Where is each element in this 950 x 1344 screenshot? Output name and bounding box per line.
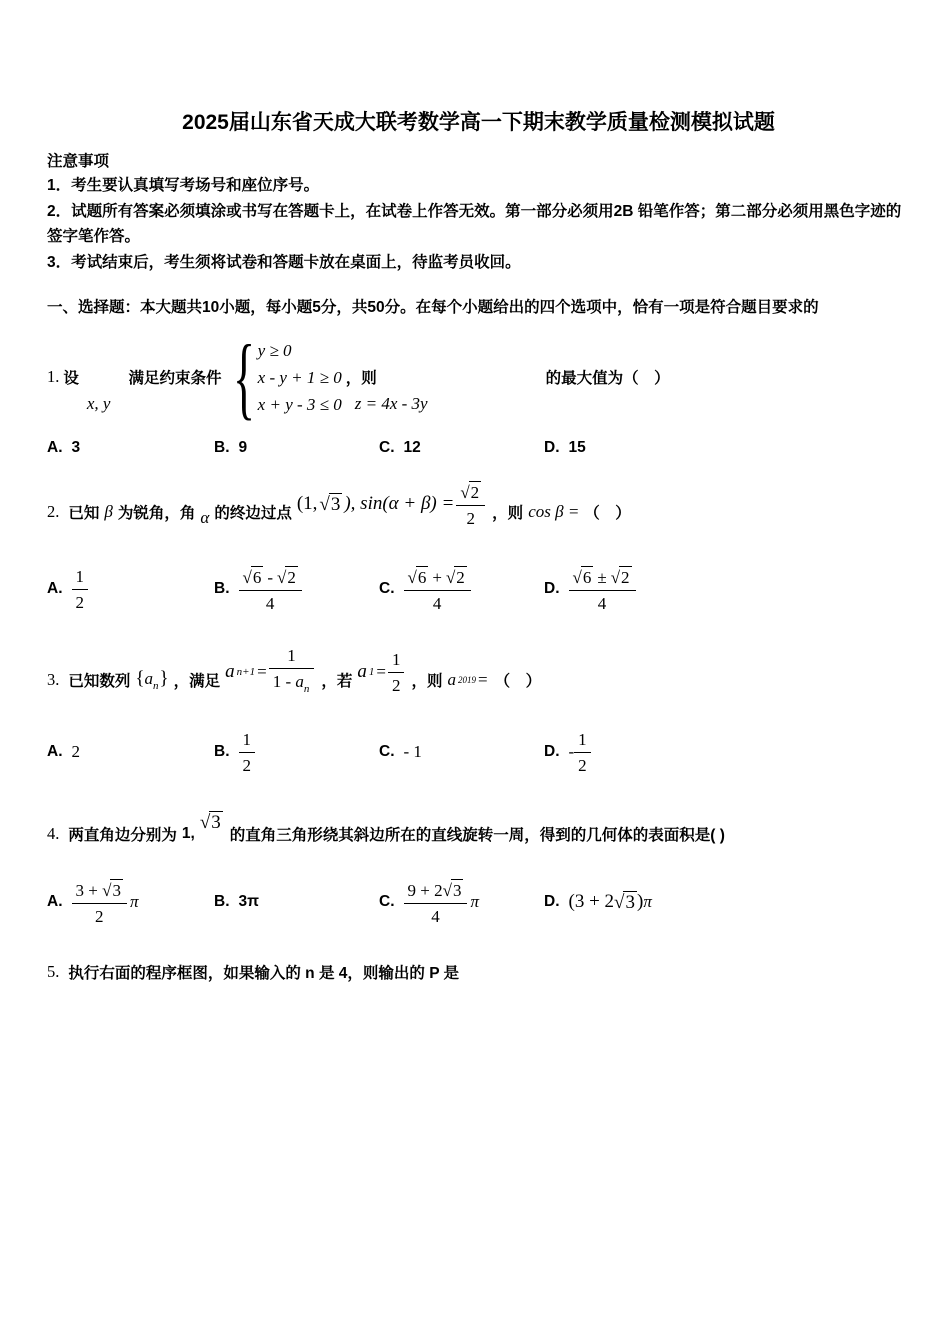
question-1 xyxy=(47,326,910,428)
fraction xyxy=(404,878,468,927)
fraction-denominator: 4 xyxy=(265,593,275,613)
fraction-numerator: 1 xyxy=(239,728,256,753)
notice-section xyxy=(47,151,910,275)
equals-sign: = xyxy=(477,670,488,689)
question-4 xyxy=(47,810,910,858)
option-label: A. xyxy=(47,580,63,597)
question-3-number: 3. xyxy=(47,670,60,689)
notice-item-1: 1．考生要认真填写考场号和座位序号。 xyxy=(47,177,320,194)
option-label: D. xyxy=(544,439,560,456)
sqrt-6-radical: √6 xyxy=(242,567,262,587)
option-label: D. xyxy=(544,580,560,597)
pi-symbol: π xyxy=(643,892,652,911)
fraction-denominator: 4 xyxy=(432,593,442,613)
operator: - xyxy=(267,567,274,587)
q4-option-c xyxy=(379,878,544,927)
q3-text-2: ，满足 xyxy=(173,673,221,690)
section-header: 一、选择题：本大题共10小题，每小题5分，共50分。在每个小题给出的四个选项中，恰有一项是符合题目要求的 xyxy=(47,299,819,316)
sqrt-3-radical: √3 xyxy=(442,880,462,900)
q4-text-2: 的直角三角形绕其斜边所在的直线旋转一周，得到的几何体的表面积是( ) xyxy=(229,827,725,844)
sqrt-sign: √ xyxy=(242,567,252,587)
option-label: C. xyxy=(379,743,395,760)
equals-sign: = xyxy=(376,662,386,681)
q1-text-2: 满足约束条件 xyxy=(128,370,222,387)
q4-text-1: 两直角边分别为 xyxy=(68,827,177,844)
fraction-denominator: 2 xyxy=(391,676,401,695)
den-subscript: n xyxy=(303,683,310,695)
fraction xyxy=(569,565,636,614)
seq-subscript: n xyxy=(153,680,159,692)
sqrt-sign: √ xyxy=(102,880,112,900)
q2-option-d xyxy=(544,565,910,614)
fraction-numerator: 1 xyxy=(388,648,405,673)
q4-option-d xyxy=(544,891,910,914)
right-brace: } xyxy=(159,668,169,689)
sqrt-sign: √ xyxy=(442,880,452,900)
q3-option-b xyxy=(214,728,379,776)
fraction-numerator: 1 xyxy=(574,728,591,753)
q2-options xyxy=(47,559,910,619)
q1-text-4: 的最大值为（ ） xyxy=(545,370,670,387)
recurrence-formula xyxy=(225,644,316,700)
initial-term-formula xyxy=(357,648,406,696)
constraint-1: y ≥ 0 xyxy=(257,340,292,360)
constraint-system xyxy=(258,337,342,418)
cos-beta-expression: cos β = xyxy=(528,502,580,521)
q4-options xyxy=(47,868,910,936)
option-label: C. xyxy=(379,580,395,597)
q1-option-c xyxy=(379,439,544,457)
option-label: D. xyxy=(544,893,560,910)
equals-sign: = xyxy=(257,662,267,681)
fraction xyxy=(239,565,302,614)
option-value: 15 xyxy=(568,439,586,456)
q1-variables: x, y xyxy=(86,394,111,413)
sqrt-6-radical: √6 xyxy=(407,567,427,587)
system-brace: { xyxy=(232,326,255,428)
q2-option-b xyxy=(214,565,379,614)
option-label: A. xyxy=(47,893,63,910)
fraction-denominator xyxy=(269,669,315,700)
num-prefix: 9 + 2 xyxy=(407,880,443,900)
constraint-3: x + y - 3 ≤ 0 xyxy=(257,394,342,414)
q3-option-c xyxy=(379,742,544,762)
den-prefix: 1 - xyxy=(272,672,296,691)
sqrt-2-radical: √2 xyxy=(460,482,480,502)
q3-text-1: 已知数列 xyxy=(68,673,131,690)
q2-option-c xyxy=(379,565,544,614)
option-value: 12 xyxy=(403,439,421,456)
option-label: D. xyxy=(544,743,560,760)
fraction-denominator: 2 xyxy=(466,508,475,528)
sqrt-sign: √ xyxy=(610,567,621,587)
q1-objective-function: z = 4x - 3y xyxy=(354,394,428,413)
q1-option-b xyxy=(214,439,379,457)
q1-options xyxy=(47,436,910,460)
fraction-numerator: 1 xyxy=(269,644,315,669)
sqrt-sign: √ xyxy=(445,567,456,587)
operator: + xyxy=(432,567,442,587)
operator: ± xyxy=(597,567,607,587)
question-2 xyxy=(47,480,910,544)
q3-answer-paren: （ ） xyxy=(494,673,542,690)
sqrt-6-radical: √6 xyxy=(572,567,592,587)
fraction-denominator: 4 xyxy=(431,906,440,926)
option-label: B. xyxy=(214,743,230,760)
notice-item-3: 3．考试结束后，考生须将试卷和答题卡放在桌面上，待监考员收回。 xyxy=(47,253,521,271)
fraction-numerator xyxy=(404,565,471,591)
sqrt-sign: √ xyxy=(614,891,625,913)
page-title: 2025届山东省天成大联考数学高一下期末教学质量检测模拟试题 xyxy=(182,111,775,134)
option-value: 3π xyxy=(238,893,259,910)
option-value: 9 xyxy=(238,439,248,456)
sqrt-2-radical: √2 xyxy=(277,567,296,587)
option-label: C. xyxy=(379,439,395,456)
asked-term xyxy=(447,670,489,690)
fraction xyxy=(239,728,256,776)
option-label: A. xyxy=(47,743,63,760)
q4-option-b xyxy=(214,893,379,911)
fraction-numerator xyxy=(239,565,302,591)
q3-text-4: ，则 xyxy=(411,673,443,690)
pi-symbol: π xyxy=(470,892,479,911)
seq-base: a xyxy=(144,669,154,688)
notice-item-2: 2．试题所有答案必须填涂或书写在答题卡上，在试卷上作答无效。第一部分必须用2B 铅笔作答；第二部分必须用黑色字迹的签字笔作答。 xyxy=(47,202,902,245)
q1-option-d xyxy=(544,439,910,457)
left-brace: { xyxy=(135,668,145,689)
sqrt-2-radical: √2 xyxy=(445,567,465,587)
q5-text: 执行右面的程序框图，如果输入的 n 是 4，则输出的 P 是 xyxy=(68,965,460,982)
fraction-numerator xyxy=(404,878,468,904)
sqrt-2-radical: √2 xyxy=(610,567,630,587)
paren-close: ) xyxy=(636,891,644,912)
option-value: 3 xyxy=(71,439,81,456)
q4-sqrt3-leg xyxy=(200,811,225,834)
question-5-number: 5. xyxy=(47,962,60,981)
rec-base: a xyxy=(225,661,235,682)
question-4-number: 4. xyxy=(47,824,60,843)
question-5 xyxy=(47,960,910,984)
sqrt-sign: √ xyxy=(319,493,330,515)
sqrt-sign: √ xyxy=(277,567,287,587)
sqrt-sign: √ xyxy=(407,567,417,587)
q3-option-d xyxy=(544,728,910,776)
option-label: B. xyxy=(214,439,230,456)
paren-open-expr: (3 + 2 xyxy=(568,891,615,912)
sqrt-3-radical: √3 xyxy=(199,811,221,833)
minus-sign: - xyxy=(568,742,575,761)
fraction-numerator xyxy=(72,878,127,904)
sqrt-sign: √ xyxy=(199,811,211,833)
fraction-denominator: 2 xyxy=(75,593,84,612)
q1-text-3: ，则 xyxy=(345,370,377,387)
q2-point-sin-formula xyxy=(297,480,487,529)
question-1-number: 1. xyxy=(47,367,60,386)
num-prefix: 3 + xyxy=(75,880,103,900)
option-label: A. xyxy=(47,439,63,456)
fraction xyxy=(72,565,89,613)
pi-symbol: π xyxy=(129,892,139,911)
ask-subscript: 2019 xyxy=(457,675,476,685)
init-subscript: 1 xyxy=(368,666,375,678)
fraction xyxy=(72,878,127,927)
q4-leg-1: 1, xyxy=(181,825,195,842)
q2-text-3: 的终边过点 xyxy=(214,505,292,522)
option-value: 2 xyxy=(71,742,80,761)
recurrence-fraction xyxy=(269,644,315,700)
q2-text-4: ，则 xyxy=(492,505,524,522)
q2-answer-paren: （ ） xyxy=(584,505,631,522)
den-base: a xyxy=(295,672,304,691)
fraction xyxy=(574,728,591,776)
ask-base: a xyxy=(447,670,456,689)
q1-option-a xyxy=(47,439,214,457)
beta-symbol: β xyxy=(104,502,113,521)
fraction-denominator: 4 xyxy=(597,593,607,613)
q3-options xyxy=(47,721,910,783)
fraction-numerator xyxy=(569,565,636,591)
fraction-denominator: 2 xyxy=(578,756,587,775)
notice-heading: 注意事项 xyxy=(47,153,110,170)
sin-expression: ), sin(α + β) = xyxy=(344,493,455,514)
fraction-numerator: 1 xyxy=(72,565,89,590)
q2-text-1: 已知 xyxy=(68,505,100,522)
sqrt-3-radical: √3 xyxy=(614,891,635,913)
init-base: a xyxy=(357,661,367,682)
q4-option-a xyxy=(47,878,214,927)
fraction xyxy=(404,565,471,614)
constraint-2: x - y + 1 ≥ 0 xyxy=(257,367,342,387)
alpha-symbol: α xyxy=(200,508,210,527)
fraction-numerator xyxy=(456,480,485,506)
sqrt2-over-2-fraction xyxy=(456,480,485,529)
q3-text-3: ，若 xyxy=(321,673,353,690)
sqrt-3-radical: √3 xyxy=(319,493,341,515)
question-2-number: 2. xyxy=(47,502,60,521)
option-label: B. xyxy=(214,893,230,910)
fraction-denominator: 2 xyxy=(94,906,104,926)
q2-option-a xyxy=(47,565,214,613)
option-label: B. xyxy=(214,580,230,597)
q2-text-2: 为锐角，角 xyxy=(117,505,196,522)
q1-text-1: 设 xyxy=(63,370,79,387)
option-label: C. xyxy=(379,893,395,910)
sequence-notation xyxy=(135,668,168,692)
option-value: - 1 xyxy=(403,742,422,761)
point-open: (1, xyxy=(296,493,318,514)
rec-subscript: n+1 xyxy=(236,666,256,678)
question-3 xyxy=(47,646,910,709)
sqrt-sign: √ xyxy=(460,482,470,502)
initial-fraction xyxy=(388,648,405,696)
fraction-denominator: 2 xyxy=(242,756,251,775)
sqrt-3-radical: √3 xyxy=(102,880,121,900)
sqrt-sign: √ xyxy=(572,567,582,587)
q3-option-a xyxy=(47,742,214,762)
